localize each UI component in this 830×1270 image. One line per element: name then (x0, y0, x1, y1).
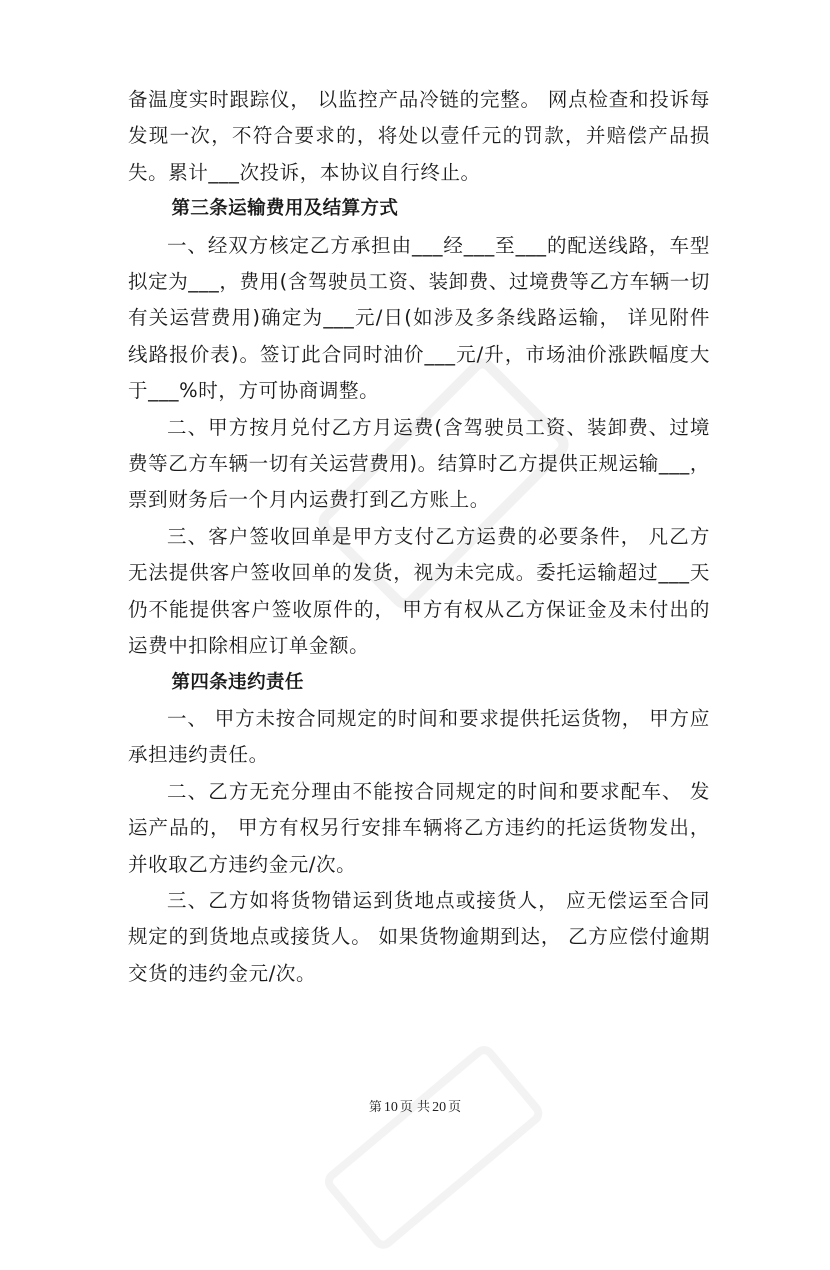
footer-total-pages: 20 (432, 1100, 447, 1115)
paragraph-continued: 备温度实时跟踪仪， 以监控产品冷链的完整。 网点检查和投诉每发现一次，不符合要求的，将处以壹仟元的罚款，并赔偿产品损失。累计___次投诉，本协议自行终止。 (128, 88, 710, 184)
paragraph-article-4-clause-1: 一、 甲方未按合同规定的时间和要求提供托运货物， 甲方应承担违约责任。 (128, 706, 710, 767)
footer-current-page: 10 (383, 1100, 398, 1115)
section-heading-article-3: 第三条运输费用及结算方式 (171, 198, 399, 220)
watermark-logo-secondary (292, 1010, 568, 1269)
paragraph-article-3-clause-1: 一、经双方核定乙方承担由___经___至___的配送线路，车型拟定为___，费用(含驾驶员工资、装卸费、过境费等乙方车辆一切有关运营费用)确定为___元/日(如涉及多条线路运输， 详见附件线路报价表)。签订此合同时油价___元/升，市场油价涨跌幅度大于___%时，方可协商调整。 (128, 233, 710, 403)
watermark-frame-secondary (320, 1041, 547, 1253)
footer-middle: 页 共 (399, 1100, 431, 1115)
paragraph-article-3-clause-2: 二、甲方按月兑付乙方月运费(含驾驶员工资、装卸费、过境费等乙方车辆一切有关运营费用)。结算时乙方提供正规运输___，票到财务后一个月内运费打到乙方账上。 (128, 415, 710, 512)
page-footer (0, 1096, 830, 1116)
document-body (128, 82, 710, 992)
section-heading-article-4: 第四条违约责任 (171, 671, 304, 693)
paragraph-article-4-clause-2: 二、乙方无充分理由不能按合同规定的时间和要求配车、 发运产品的， 甲方有权另行安排车辆将乙方违约的托运货物发出， 并收取乙方违约金元/次。 (128, 779, 710, 876)
footer-prefix: 第 (368, 1100, 382, 1115)
footer-suffix: 页 (448, 1100, 462, 1115)
paragraph-article-4-clause-3: 三、乙方如将货物错运到货地点或接货人， 应无偿运至合同规定的到货地点或接货人。 如果货物逾期到达， 乙方应偿付逾期交货的违约金元/次。 (128, 888, 710, 985)
paragraph-article-3-clause-3: 三、客户签收回单是甲方支付乙方运费的必要条件， 凡乙方无法提供客户签收回单的发货，视为未完成。委托运输超过___天仍不能提供客户签收原件的， 甲方有权从乙方保证金及未付出的运费中扣除相应订单金额。 (128, 524, 710, 658)
